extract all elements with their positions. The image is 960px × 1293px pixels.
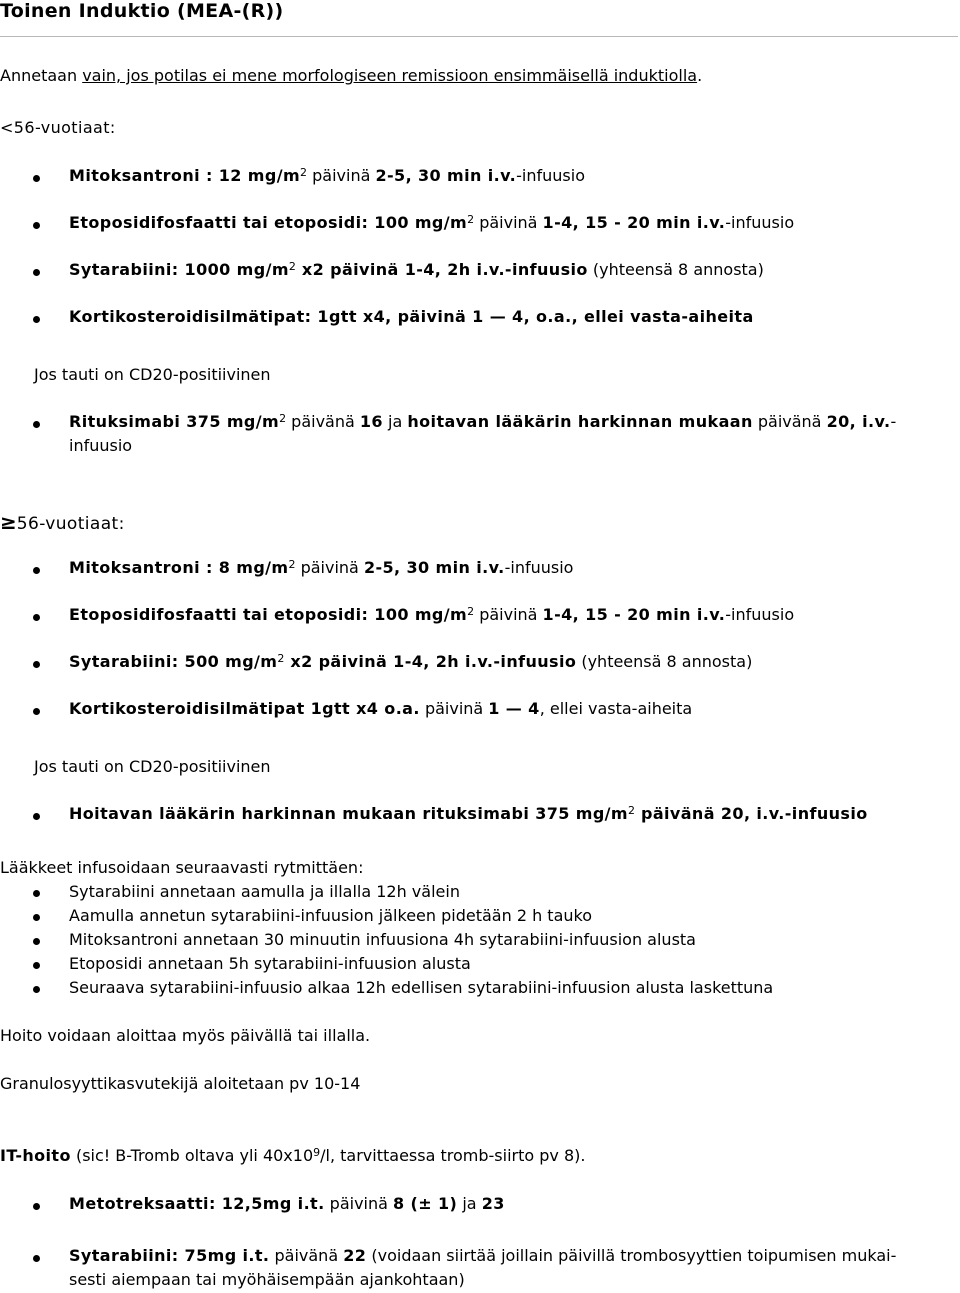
item-text: -infuusio	[725, 213, 795, 232]
superscript: 2	[277, 652, 285, 665]
group1-item-etoposide	[69, 213, 794, 232]
item-bold: Rituksimabi 375 mg/m	[69, 412, 280, 431]
item-bold: 20, i.v.	[826, 412, 891, 431]
item-text: ja	[382, 412, 408, 431]
group2-item-mitoxantrone	[69, 558, 573, 577]
schedule-item: Etoposidi annetaan 5h sytarabiini-infuusion alusta	[69, 954, 471, 973]
item-text: (yhteensä 8 annosta)	[576, 652, 753, 671]
bullet-icon	[33, 421, 40, 428]
item-text: (yhteensä 8 annosta)	[587, 260, 764, 279]
group2-item-etoposide	[69, 605, 794, 624]
item-bold: Mitoksantroni : 12 mg/m	[69, 166, 301, 185]
bullet-icon	[33, 316, 40, 323]
item-bold: Etoposidifosfaatti tai etoposidi: 100 mg/m	[69, 605, 468, 624]
item-bold: päivänä 20, i.v.-infuusio	[635, 804, 868, 823]
item-text: ja	[457, 1194, 482, 1213]
item-text: päivinä	[474, 213, 543, 232]
item-bold: x2 päivinä 1-4, 2h i.v.-infuusio	[295, 260, 588, 279]
item-text: -infuusio	[504, 558, 574, 577]
bullet-icon	[33, 175, 40, 182]
item-bold: Sytarabiini: 500 mg/m	[69, 652, 278, 671]
item-text: -	[890, 412, 897, 431]
item-text: päivinä	[307, 166, 376, 185]
item-text: päivinä	[324, 1194, 394, 1213]
item-text: -infuusio	[516, 166, 585, 185]
note-gcsf: Granulosyyttikasvutekijä aloitetaan pv 10-14	[0, 1074, 361, 1093]
item-text: päivinä	[474, 605, 543, 624]
superscript: 9	[313, 1146, 321, 1159]
item-text: päivänä	[269, 1246, 344, 1265]
group1-cd20-note: Jos tauti on CD20-positiivinen	[34, 365, 271, 384]
group2-heading-text: 56-vuotiaat:	[16, 514, 125, 534]
item-text: päivinä	[419, 699, 489, 718]
item-text: päivinä	[295, 558, 364, 577]
superscript: 2	[288, 558, 296, 571]
item-text: (voidaan siirtää joillain päivillä trombosyyttien toipumisen mukai-	[366, 1246, 897, 1265]
item-bold: Kortikosteroidisilmätipat 1gtt x4 o.a.	[69, 699, 420, 718]
group1-item-rituximab-line2: infuusio	[69, 436, 133, 455]
bullet-icon	[33, 986, 40, 993]
bullet-icon	[33, 269, 40, 276]
greater-equal-icon: ≥	[0, 510, 17, 534]
group1-item-cytarabine	[69, 260, 764, 279]
superscript: 2	[288, 260, 296, 273]
group1-heading: <56-vuotiaat:	[0, 118, 116, 137]
bullet-icon	[33, 1203, 40, 1210]
superscript: 2	[279, 412, 287, 425]
superscript: 2	[467, 605, 475, 618]
superscript: 2	[300, 166, 308, 179]
bullet-icon	[33, 1255, 40, 1262]
item-bold: 1-4, 15 - 20 min i.v.	[542, 605, 726, 624]
bullet-icon	[33, 614, 40, 621]
it-heading-text-end: /l, tarvittaessa tromb-siirto pv 8).	[320, 1146, 586, 1165]
it-item-cytarabine-line2: sesti aiempaan tai myöhäisempään ajankohtaan)	[69, 1270, 465, 1289]
item-bold: 1 — 4	[488, 699, 540, 718]
item-bold: Mitoksantroni : 8 mg/m	[69, 558, 289, 577]
item-text: -infuusio	[725, 605, 795, 624]
group2-item-eyedrops	[69, 699, 692, 718]
item-text: , ellei vasta-aiheita	[539, 699, 693, 718]
schedule-item: Mitoksantroni annetaan 30 minuutin infuusiona 4h sytarabiini-infuusion alusta	[69, 930, 696, 949]
schedule-item: Aamulla annetun sytarabiini-infuusion jälkeen pidetään 2 h tauko	[69, 906, 593, 925]
bullet-icon	[33, 567, 40, 574]
bullet-icon	[33, 661, 40, 668]
item-bold: Sytarabiini: 1000 mg/m	[69, 260, 289, 279]
bullet-icon	[33, 914, 40, 921]
note-start-time: Hoito voidaan aloittaa myös päivällä tai illalla.	[0, 1026, 371, 1045]
item-bold: 22	[343, 1246, 367, 1265]
it-heading-bold: IT-hoito	[0, 1146, 71, 1165]
group1-item-rituximab	[69, 412, 896, 431]
page-title: Toinen Induktio (MEA-(R))	[0, 0, 284, 22]
bullet-icon	[33, 938, 40, 945]
item-bold: x2 päivinä 1-4, 2h i.v.-infuusio	[284, 652, 577, 671]
item-bold: hoitavan lääkärin harkinnan mukaan	[407, 412, 753, 431]
bullet-icon	[33, 708, 40, 715]
item-bold: 23	[481, 1194, 505, 1213]
item-text: päivänä	[286, 412, 360, 431]
item-bold: Etoposidifosfaatti tai etoposidi: 100 mg/m	[69, 213, 468, 232]
intro-underlined-text: vain, jos potilas ei mene morfologiseen remissioon ensimmäisellä induktiolla	[82, 66, 698, 85]
schedule-item: Seuraava sytarabiini-infuusio alkaa 12h edellisen sytarabiini-infuusion alusta laskettuna	[69, 978, 774, 997]
group1-item-eyedrops	[69, 307, 754, 326]
bullet-icon	[33, 890, 40, 897]
group2-item-rituximab	[69, 804, 868, 823]
item-bold: 8 (± 1)	[393, 1194, 458, 1213]
title-divider	[0, 36, 958, 37]
item-bold: Sytarabiini: 75mg i.t.	[69, 1246, 270, 1265]
schedule-item: Sytarabiini annetaan aamulla ja illalla 12h välein	[69, 882, 460, 901]
it-item-cytarabine	[69, 1246, 896, 1265]
intro-end: .	[697, 66, 703, 85]
group2-item-cytarabine	[69, 652, 752, 671]
group2-heading	[0, 510, 125, 534]
bullet-icon	[33, 962, 40, 969]
item-bold: Metotreksaatti: 12,5mg i.t.	[69, 1194, 325, 1213]
intro-text: Annetaan	[0, 66, 83, 85]
item-bold: 2-5, 30 min i.v.	[375, 166, 517, 185]
bullet-icon	[33, 813, 40, 820]
superscript: 2	[628, 804, 635, 817]
schedule-heading: Lääkkeet infusoidaan seuraavasti rytmittäen:	[0, 858, 364, 877]
item-bold: 1-4, 15 - 20 min i.v.	[542, 213, 726, 232]
bullet-icon	[33, 222, 40, 229]
group1-item-mitoxantrone	[69, 166, 585, 185]
superscript: 2	[467, 213, 475, 226]
it-heading	[0, 1146, 585, 1165]
item-bold: 2-5, 30 min i.v.	[363, 558, 505, 577]
it-item-methotrexate	[69, 1194, 505, 1213]
item-bold: Hoitavan lääkärin harkinnan mukaan rituksimabi 375 mg/m	[69, 804, 628, 823]
item-text: päivänä	[752, 412, 827, 431]
item-bold: 16	[359, 412, 383, 431]
group2-cd20-note: Jos tauti on CD20-positiivinen	[34, 757, 271, 776]
intro-paragraph	[0, 66, 702, 85]
item-bold: Kortikosteroidisilmätipat: 1gtt x4, päivinä 1 — 4, o.a., ellei vasta-aiheita	[69, 307, 754, 326]
it-heading-text: (sic! B-Tromb oltava yli 40x10	[70, 1146, 314, 1165]
